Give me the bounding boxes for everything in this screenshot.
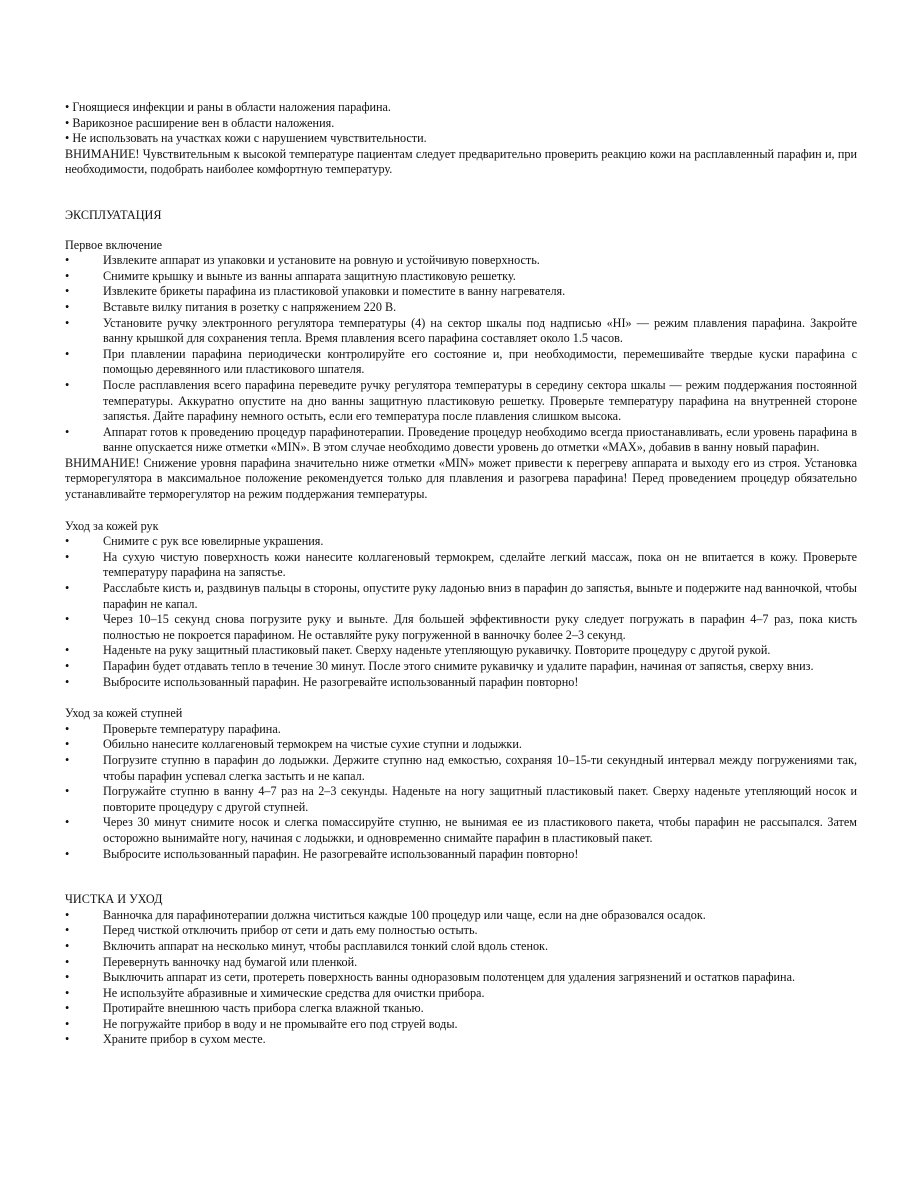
list-item (65, 737, 857, 753)
bullet-icon: • (65, 534, 70, 549)
list-item (65, 269, 857, 285)
bullet-icon: • (65, 549, 70, 564)
first-use-list (65, 253, 857, 456)
contraindications-list (65, 100, 857, 147)
bullet-icon: • (65, 815, 70, 830)
list-item (65, 908, 857, 924)
hands-list (65, 534, 857, 690)
list-item (65, 722, 857, 738)
cleaning-list (65, 908, 857, 1048)
bullet-icon: • (65, 1016, 70, 1031)
list-item-text: Выбросите использованный парафин. Не разогревайте использованный парафин повторно! (103, 846, 579, 861)
list-item-text: Перед чисткой отключить прибор от сети и дать ему полностью остыть. (103, 923, 478, 938)
list-item (65, 253, 857, 269)
list-item-text: Погружайте ступню в ванну 4–7 раз на 2–3 секунды. Наденьте на ногу защитный пластиковый пакет. Сверху наденьте утепляющий носок и повторите процедуру с другой ступней. (103, 784, 857, 814)
list-item-text: Снимите с рук все ювелирные украшения. (103, 534, 324, 549)
list-item (65, 550, 857, 581)
list-item (65, 970, 857, 986)
bullet-icon: • (65, 1032, 70, 1047)
bullet-icon: • (65, 752, 70, 767)
bullet-icon: • (65, 253, 70, 268)
list-item (65, 1017, 857, 1033)
list-item-text: Вставьте вилку питания в розетку с напряжением 220 В. (103, 299, 397, 314)
bullet-icon: • (65, 846, 70, 861)
bullet-icon: • (65, 284, 70, 299)
bullet-icon: • (65, 954, 70, 969)
list-item: • Гноящиеся инфекции и раны в области наложения парафина. (65, 100, 391, 114)
section-title-operation: ЭКСПЛУАТАЦИЯ (65, 207, 162, 222)
section-title-cleaning: ЧИСТКА И УХОД (65, 892, 163, 907)
bullet-icon: • (65, 1001, 70, 1016)
list-item-text: Извлеките брикеты парафина из пластиковой упаковки и поместите в ванну нагревателя. (103, 284, 566, 299)
list-item-text: Установите ручку электронного регулятора температуры (4) на сектор шкалы под надписью «HI» — режим плавления парафина. Закройте ванну крышкой для сохранения тепла. Время плавления всего парафина составляет около 1.5 часов. (103, 315, 857, 346)
list-item (65, 923, 857, 939)
bullet-icon: • (65, 612, 70, 627)
list-item-text: Выключить аппарат из сети, протереть поверхность ванны одноразовым полотенцем для удаления загрязнений и остатков парафина. (103, 970, 796, 985)
bullet-icon: • (65, 315, 70, 330)
list-item (65, 284, 857, 300)
list-item-text: Не погружайте прибор в воду и не промывайте его под струей воды. (103, 1016, 458, 1031)
list-item (65, 847, 857, 863)
list-item (65, 1032, 857, 1048)
list-item (65, 955, 857, 971)
feet-list (65, 722, 857, 862)
warning-paragraph: ВНИМАНИЕ! Снижение уровня парафина значительно ниже отметки «MIN» может привести к перегреву аппарата и выходу его из строя. Установка терморегулятора в максимальное положение рекомендуется только для плавления и разогрева парафина! Перед проведением процедур обязательно устанавливайте терморегулятор на режим поддержания температуры. (65, 455, 857, 502)
bullet-icon: • (65, 674, 70, 689)
list-item-text: Аппарат готов к проведению процедур парафинотерапии. Проведение процедур необходимо всегда приостанавливать, если уровень парафина в ванне опускается ниже отметки «MIN». В этом случае необходимо довести уровень до отметки «MAX», добавив в ванну новый парафин. (103, 424, 857, 455)
bullet-icon: • (65, 737, 70, 752)
bullet-icon: • (65, 268, 70, 283)
list-item-text: Проверьте температуру парафина. (103, 721, 281, 736)
list-item-text: Через 30 минут снимите носок и слегка помассируйте ступню, не вынимая ее из пластикового пакета, чтобы парафин не рассыпался. Затем осторожно вынимайте ногу, начиная с лодыжки, и одновременно снимайте парафин в пластиковый пакет. (103, 815, 857, 845)
list-item-text: Погрузите ступню в парафин до лодыжки. Держите ступню над емкостью, сохраняя 10–15-ти секундный интервал между погружениями так, чтобы парафин успевал слегка застыть и не капал. (103, 752, 857, 783)
list-item-text: Выбросите использованный парафин. Не разогревайте использованный парафин повторно! (103, 674, 579, 689)
list-item-text: После расплавления всего парафина переведите ручку регулятора температуры в середину сектора шкалы — режим поддержания постоянной температуры. Аккуратно опустите на дно ванны защитную пластиковую решетку. Проверьте температуру парафина на внутренней стороне запястья. Дайте парафину немного остыть, если его температура после плавления слишком высока. (103, 377, 857, 424)
list-item (65, 347, 857, 378)
list-item-text: На сухую чистую поверхность кожи нанесите коллагеновый термокрем, сделайте легкий массаж, пока он не впитается в кожу. Проверьте температуру парафина на запястье. (103, 549, 857, 580)
bullet-icon: • (65, 424, 70, 439)
subsection-title-hands: Уход за кожей рук (65, 518, 159, 533)
bullet-icon: • (65, 784, 70, 799)
list-item-text: При плавлении парафина периодически контролируйте его состояние и, при необходимости, перемешивайте твердые куски парафина с помощью деревянного или пластикового шпателя. (103, 346, 857, 377)
list-item-text: Наденьте на руку защитный пластиковый пакет. Сверху наденьте утепляющую рукавичку. Повторите процедуру с другой рукой. (103, 643, 771, 658)
list-item (65, 753, 857, 784)
list-item-text: Ванночка для парафинотерапии должна чиститься каждые 100 процедур или чаще, если на дне образовался осадок. (103, 907, 706, 922)
subsection-title-feet: Уход за кожей ступней (65, 706, 183, 721)
bullet-icon: • (65, 970, 70, 985)
list-item-text: Протирайте внешнюю часть прибора слегка влажной тканью. (103, 1001, 424, 1016)
bullet-icon: • (65, 346, 70, 361)
list-item (65, 425, 857, 456)
list-item (65, 643, 857, 659)
list-item-text: Снимите крышку и выньте из ванны аппарата защитную пластиковую решетку. (103, 268, 516, 283)
bullet-icon: • (65, 581, 70, 596)
list-item-text: Храните прибор в сухом месте. (103, 1032, 266, 1047)
list-item (65, 534, 857, 550)
list-item (65, 316, 857, 347)
list-item-text: Парафин будет отдавать тепло в течение 30 минут. После этого снимите рукавичку и удалите парафин, начиная от запястья, сверху вниз. (103, 659, 814, 673)
list-item (65, 784, 857, 815)
bullet-icon: • (65, 643, 70, 658)
list-item (65, 986, 857, 1002)
list-item-text: Через 10–15 секунд снова погрузите руку и выньте. Для большей эффективности руку следует погружать в парафин 4–7 раз, пока кисть полностью не покроется парафином. Не оставляйте руку погруженной в ванночку более 2–3 секунд. (103, 612, 857, 642)
list-item-text: Перевернуть ванночку над бумагой или пленкой. (103, 954, 358, 969)
list-item-text: Обильно нанесите коллагеновый термокрем на чистые сухие ступни и лодыжки. (103, 737, 522, 752)
list-item (65, 378, 857, 425)
list-item-text: Не используйте абразивные и химические средства для очистки прибора. (103, 985, 485, 1000)
list-item (65, 659, 857, 675)
bullet-icon: • (65, 721, 70, 736)
list-item: • Не использовать на участках кожи с нарушением чувствительности. (65, 131, 427, 146)
list-item (65, 300, 857, 316)
list-item-text: Расслабьте кисть и, раздвинув пальцы в стороны, опустите руку ладонью вниз в парафин до запястья, выньте и подержите над ванночкой, чтобы парафин не капал. (103, 581, 857, 611)
list-item (65, 1001, 857, 1017)
list-item (65, 815, 857, 846)
list-item-text: Извлеките аппарат из упаковки и установите на ровную и устойчивую поверхность. (103, 253, 540, 268)
bullet-icon: • (65, 659, 70, 673)
list-item-text: Включить аппарат на несколько минут, чтобы расплавился тонкий слой вдоль стенок. (103, 938, 549, 953)
list-item (65, 612, 857, 643)
subsection-title-first-use: Первое включение (65, 237, 163, 252)
bullet-icon: • (65, 938, 70, 953)
bullet-icon: • (65, 299, 70, 314)
list-item: • Варикозное расширение вен в области наложения. (65, 115, 335, 130)
document-page (65, 100, 857, 1048)
bullet-icon: • (65, 985, 70, 1000)
bullet-icon: • (65, 907, 70, 922)
warning-paragraph: ВНИМАНИЕ! Чувствительным к высокой температуре пациентам следует предварительно проверить реакцию кожи на расплавленный парафин и, при необходимости, подобрать наиболее комфортную температуру. (65, 146, 857, 177)
list-item (65, 675, 857, 691)
list-item (65, 581, 857, 612)
bullet-icon: • (65, 377, 70, 392)
bullet-icon: • (65, 923, 70, 938)
list-item (65, 939, 857, 955)
